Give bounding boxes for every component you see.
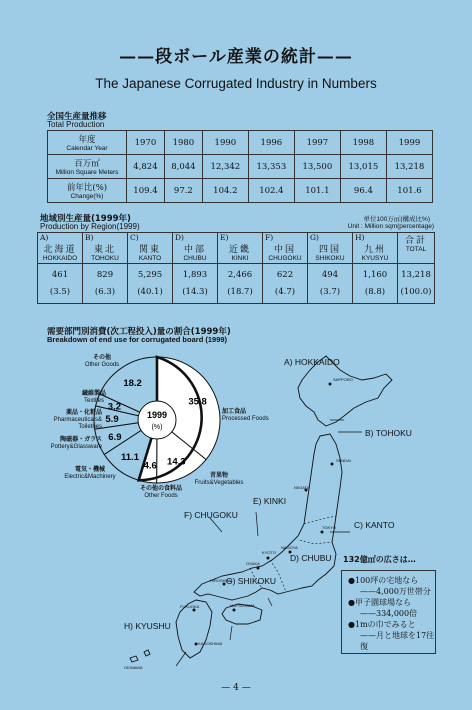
city-label-matsuyama: MATSUYAMA <box>230 603 255 608</box>
year-cell: 1970 <box>127 131 165 155</box>
row-header-change: 前年比(%) Change(%) <box>48 179 127 203</box>
change-cell: 109.4 <box>127 179 165 203</box>
leader-kyushu <box>176 652 186 666</box>
region-value-shikoku: 494 (3.7) <box>308 264 353 304</box>
map-leader-lines <box>176 420 362 666</box>
region-value-hokkaido: 461 (3.5) <box>38 264 83 304</box>
island-okinawa <box>130 656 138 662</box>
title-rule-right: —— <box>316 47 353 67</box>
map-label-kinki: E) KINKI <box>253 496 287 506</box>
region-value-chubu: 1,893 (14.3) <box>173 264 218 304</box>
production-cell: 13,015 <box>340 155 386 179</box>
region-header-chubu: D) 中部 CHUBU <box>173 233 218 264</box>
region-value-chugoku: 622 (4.7) <box>263 264 308 304</box>
regional-title-en: Production by Region(1999) <box>40 222 140 231</box>
table-row-region-headers <box>38 233 435 264</box>
title-rule-left: —— <box>119 47 156 67</box>
page-number: — 4 — <box>221 683 251 693</box>
change-cell: 97.2 <box>164 179 202 203</box>
region-value-total: 13,218 (100.0) <box>398 264 435 304</box>
map-label-chugoku: F) CHUGOKU <box>184 510 238 520</box>
city-dot-matsuyama <box>233 609 236 612</box>
infobox-line: ——月と地球を17往復 <box>360 631 435 651</box>
regional-unit-jp: 単位100万㎡(構成比%) <box>363 216 430 223</box>
island-okinawa-small <box>144 650 150 656</box>
infobox-line: ——334,000倍 <box>360 609 418 618</box>
year-cell: 1990 <box>202 131 248 155</box>
map-label-chubu: D) CHUBU <box>290 553 332 563</box>
total-production-title-en: Total Production <box>47 120 105 129</box>
map-label-tohoku: B) TOHOKU <box>365 428 412 438</box>
infobox-line: ——4,000万世帯分 <box>360 587 431 596</box>
row-header-production: 百万㎡ Million Square Meters <box>48 155 127 179</box>
production-cell: 13,500 <box>294 155 340 179</box>
pie-value-2: 4.6 <box>143 460 157 472</box>
city-label-sapporo: SAPPORO <box>333 377 353 382</box>
boundary-tohoku <box>304 516 336 524</box>
city-label-kyoto: KYOTO <box>262 550 276 555</box>
region-header-tohoku: B) 東北 TOHOKU <box>83 233 128 264</box>
change-cell: 104.2 <box>202 179 248 203</box>
city-dot-tokyo <box>321 531 324 534</box>
change-cell: 101.1 <box>294 179 340 203</box>
region-value-kinki: 2,466 (18.7) <box>218 264 263 304</box>
infobox-line: ●甲子園球場なら <box>348 598 411 607</box>
region-value-kanto: 5,295 (40.1) <box>128 264 173 304</box>
city-label-nagoya: NAGOYA <box>281 545 298 550</box>
label-pottery: 陶磁器・ガラス Pottery&Glassware <box>50 436 102 450</box>
region-header-chugoku: F) 中国 CHUGOKU <box>263 233 308 264</box>
breakdown-title-jp: 需要部門別消費(次工程投入)量の割合(1999年) <box>47 327 231 337</box>
infobox-line: ●100坪の宅地なら <box>348 576 419 585</box>
table-row-change <box>48 179 433 203</box>
region-header-shikoku: G) 四国 SHIKOKU <box>308 233 353 264</box>
pie-value-5: 5.9 <box>105 414 119 426</box>
production-cell: 13,353 <box>248 155 294 179</box>
change-cell: 102.4 <box>248 179 294 203</box>
label-processed-foods: 加工食品 Processed Foods <box>222 408 269 422</box>
pie-center-unit: (%) <box>151 424 163 431</box>
city-label-okinawa: OKINAWA <box>124 665 143 670</box>
city-label-niigata: NIIGATA <box>294 485 310 490</box>
city-label-kagoshima: KAGOSHIMA <box>198 641 223 646</box>
leader-chubu <box>268 598 272 606</box>
year-cell: 1980 <box>164 131 202 155</box>
city-dot-sapporo <box>329 383 332 386</box>
year-cell: 1998 <box>340 131 386 155</box>
production-cell: 4,824 <box>127 155 165 179</box>
table-row-production <box>48 155 433 179</box>
infobox-line: ●1mの巾でみると <box>348 620 416 629</box>
city-label-sendai: SENDAI <box>336 458 351 463</box>
total-production-title-jp: 全国生産量推移 <box>47 112 107 122</box>
boundary-kanto <box>300 540 332 544</box>
map-label-kanto: C) KANTO <box>354 520 395 530</box>
change-cell: 96.4 <box>340 179 386 203</box>
production-cell: 8,044 <box>164 155 202 179</box>
page-title-en: The Japanese Corrugated Industry in Numbers <box>95 76 377 91</box>
map-label-shikoku: G) SHIKOKU <box>226 576 277 586</box>
pie-value-4: 6.9 <box>108 431 122 443</box>
region-value-tohoku: 829 (6.3) <box>83 264 128 304</box>
label-pharmaceuticals: 薬品・化粧品 Pharmaceuticals& Toiletries <box>53 409 102 430</box>
year-cell: 1999 <box>386 131 432 155</box>
year-cell: 1996 <box>248 131 294 155</box>
label-fruits: 青果物 Fruits&Vegetables <box>194 472 244 486</box>
label-other-foods: その他の食料品 Other Foods <box>139 485 182 499</box>
production-cell: 12,342 <box>202 155 248 179</box>
leader-shikoku <box>230 626 232 640</box>
table-row-region-values <box>38 264 435 304</box>
label-textiles: 繊維製品 Textiles <box>81 390 106 404</box>
infobox-title: 132億㎡の広さは… <box>343 555 416 564</box>
pie-value-7: 18.2 <box>123 378 142 390</box>
city-label-fukuoka: FUKUOKA <box>180 604 200 609</box>
city-label-tokyo: TOKYO <box>322 525 336 530</box>
pie-value-0: 35.8 <box>188 396 207 408</box>
map-label-hokkaido: A) HOKKAIDO <box>284 357 340 367</box>
pie-value-6: 3.2 <box>107 401 122 413</box>
region-header-kyusyu: H) 九州 KYUSYU <box>353 233 398 264</box>
region-header-kanto: C) 関東 KANTO <box>128 233 173 264</box>
map-label-kyushu: H) KYUSHU <box>124 621 171 631</box>
region-header-kinki: E) 近畿 KINKI <box>218 233 263 264</box>
city-dot-osaka <box>257 567 260 570</box>
page-title-jp: ——段ボール産業の統計—— <box>119 47 353 67</box>
city-label-osaka: OSAKA <box>246 561 260 566</box>
regional-table <box>37 232 435 304</box>
total-production-table <box>47 130 433 203</box>
change-cell: 101.6 <box>386 179 432 203</box>
table-row-year <box>48 131 433 155</box>
city-label-hiroshima: HIROSHIMA <box>210 578 233 583</box>
regional-unit-en: Unit : Million sqm(percentage) <box>347 223 434 230</box>
year-cell: 1997 <box>294 131 340 155</box>
breakdown-title-en: Breakdown of end use for corrugated board (1999) <box>47 335 228 344</box>
pie-center-year: 1999 <box>146 410 168 420</box>
leader-kinki <box>256 512 258 536</box>
infobox <box>341 570 436 654</box>
pie-value-3: 11.1 <box>121 452 139 463</box>
row-header-year: 年度 Calendar Year <box>48 131 127 155</box>
region-value-kyusyu: 1,160 (8.8) <box>353 264 398 304</box>
label-electric: 電気・機械 Electric&Machinery <box>64 466 116 480</box>
pie-value-1: 14.3 <box>167 456 186 468</box>
city-dot-sendai <box>331 463 334 466</box>
city-dot-kyoto <box>267 557 270 560</box>
production-cell: 13,218 <box>386 155 432 179</box>
region-header-hokkaido: A) 北海道 HOKKAIDO <box>38 233 83 264</box>
label-other-goods: その他 Other Goods <box>84 354 120 368</box>
regional-title-jp: 地域別生産量(1999年) <box>40 214 131 224</box>
region-header-total: 合計 TOTAL <box>398 233 435 264</box>
leader-chugoku <box>210 518 222 532</box>
